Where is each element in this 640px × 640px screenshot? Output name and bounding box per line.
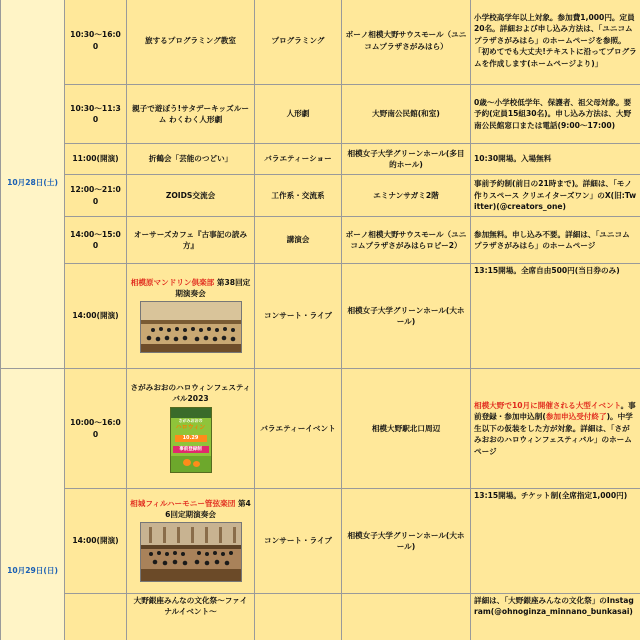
time-cell: 11:00(開演) [65, 144, 127, 175]
time-cell: 14:00(開演) [65, 489, 127, 594]
club-name: 相模原マンドリン倶楽部 [130, 277, 215, 287]
table-row [1, 369, 640, 489]
concert-name: 第38回定期演奏会 [175, 277, 251, 298]
place-cell: エミナンサガミ2階 [342, 175, 471, 217]
halloween-title: さがみおおのハロウィンフェスティバル2023 [130, 382, 251, 403]
detail-cell: 13:15開場。チケット制(全席指定1,000円) [471, 489, 640, 594]
title-cell [127, 264, 255, 369]
table-row [1, 489, 640, 594]
time-cell: 12:00～21:00 [65, 175, 127, 217]
genre-cell: バラエティーショー [255, 144, 342, 175]
title-cell: 大野銀座みんなの文化祭～ファイナルイベント～ [127, 594, 255, 640]
place-cell: 相模女子大学グリーンホール(大ホール) [342, 264, 471, 369]
title-cell: ZOIDS交流会 [127, 175, 255, 217]
genre-cell: 人形劇 [255, 85, 342, 144]
table-row [1, 144, 640, 175]
date-cell: 10月28日(土) [1, 0, 65, 369]
detail-text-2: )。中学生以下の仮装をした方が対象。詳細は、「さがみおおのハロウィンフェスティバル」のホームページ [474, 412, 633, 456]
detail-cell: 13:15開場。全席自由500円(当日券のみ) [471, 264, 640, 369]
genre-cell: コンサート・ライブ [255, 264, 342, 369]
time-cell: 10:30～16:00 [65, 0, 127, 85]
table-row [1, 175, 640, 217]
time-cell: 14:00～15:00 [65, 217, 127, 264]
detail-highlight-1: 相模大野で10月に開催される大型イベント [474, 401, 621, 411]
table-row [1, 0, 640, 85]
genre-cell: 工作系・交流系 [255, 175, 342, 217]
detail-cell: 事前予約制(前日の21時まで)。詳細は、「モノ作りスペース クリエイターズワン」のX(旧:Twitter)(@creators_one) [471, 175, 640, 217]
table-row [1, 217, 640, 264]
concert-hall-photo [140, 522, 242, 582]
title-cell [127, 369, 255, 489]
title-cell: 旅するプログラミング教室 [127, 0, 255, 85]
detail-cell: 参加無料。申し込み不要。詳細は、「ユニコムプラザさがみはら」のホームページ [471, 217, 640, 264]
detail-cell: 小学校高学年以上対象。参加費1,000円。定員20名。詳細および申し込み方法は、「ユニコムプラザさがみはら」のホームページを参照。「初めてでも大丈夫!テキストに沿ってプログラムを作成します(ホームページより)」 [471, 0, 640, 85]
detail-cell: 10:30開場。入場無料 [471, 144, 640, 175]
time-cell: 14:00(開演) [65, 264, 127, 369]
place-cell [342, 594, 471, 640]
table-row [1, 85, 640, 144]
date-cell: 10月29日(日) [1, 369, 65, 640]
place-cell: ボーノ相模大野サウスモール（ユニコムプラザさがみはらロビー2） [342, 217, 471, 264]
title-cell: オーサーズカフェ『古事記の読み方』 [127, 217, 255, 264]
table-row [1, 594, 640, 640]
concert-name: 第46回定期演奏会 [165, 498, 251, 519]
genre-cell: バラエティーイベント [255, 369, 342, 489]
orchestra-photo [140, 301, 242, 353]
table-row [1, 264, 640, 369]
place-cell: 大野南公民館(和室) [342, 85, 471, 144]
time-cell [65, 594, 127, 640]
title-cell [127, 489, 255, 594]
place-cell: 相模女子大学グリーンホール(大ホール) [342, 489, 471, 594]
place-cell: 相模女子大学グリーンホール(多目的ホール) [342, 144, 471, 175]
title-cell: 親子で遊ぼう!サタデーキッズルーム わくわく人形劇 [127, 85, 255, 144]
genre-cell: プログラミング [255, 0, 342, 85]
time-cell: 10:00～16:00 [65, 369, 127, 489]
poster-line-4: 事前登録制 [173, 446, 209, 453]
place-cell: ボーノ相模大野サウスモール（ユニコムプラザさがみはら） [342, 0, 471, 85]
genre-cell: コンサート・ライブ [255, 489, 342, 594]
detail-highlight-2: 参加申込受付終了 [545, 412, 607, 422]
detail-cell [471, 369, 640, 489]
place-cell: 相模大野駅北口周辺 [342, 369, 471, 489]
poster-line-2: ハロウィン [175, 424, 206, 432]
detail-cell: 0歳～小学校低学年、保護者、祖父母対象。要予約(定員15組30名)。申し込み方法は、大野南公民館窓口または電話(9:00～17:00) [471, 85, 640, 144]
time-cell: 10:30～11:30 [65, 85, 127, 144]
orchestra-name: 相城フィルハーモニー管弦楽団 [130, 498, 236, 508]
detail-cell: 詳細は、「大野銀座みんなの文化祭」のInstagram(@ohnoginza_minnano_bunkasai) [471, 594, 640, 640]
poster-date: 10.29 [175, 435, 207, 442]
poster-line-1: さがみおおの [178, 418, 203, 424]
detail-text-1: 。事前登録・参加申込制( [474, 401, 636, 422]
genre-cell [255, 594, 342, 640]
genre-cell: 講演会 [255, 217, 342, 264]
title-cell: 折鶴会「芸能のつどい」 [127, 144, 255, 175]
halloween-poster [170, 407, 212, 473]
